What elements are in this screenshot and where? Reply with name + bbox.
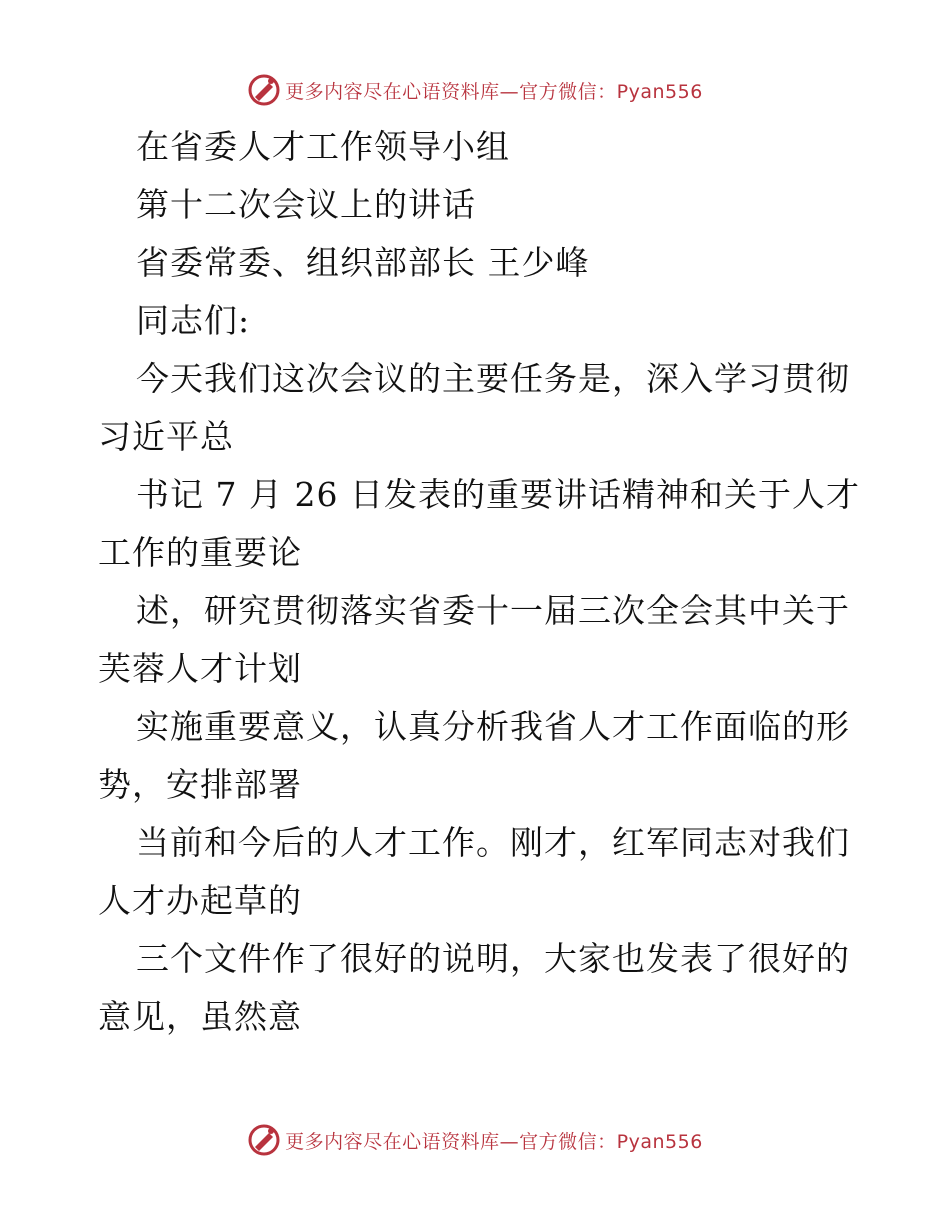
document-line: 芙蓉人才计划 xyxy=(98,649,302,688)
document-line: 在省委人才工作领导小组 xyxy=(136,127,510,166)
document-line: 人才办起草的 xyxy=(98,881,302,920)
document-line: 当前和今后的人才工作。刚才，红军同志对我们 xyxy=(136,823,850,862)
banner-text: 更多内容尽在心语资料库—官方微信：Pyan556 xyxy=(285,80,703,103)
document-line: 实施重要意义，认真分析我省人才工作面临的形 xyxy=(136,707,850,746)
document-line: 同志们: xyxy=(136,301,251,340)
document-line: 述，研究贯彻落实省委十一届三次全会其中关于 xyxy=(136,591,850,630)
pen-nib-logo-icon xyxy=(247,73,281,107)
document-line: 三个文件作了很好的说明，大家也发表了很好的 xyxy=(136,939,850,978)
footer-banner xyxy=(0,1120,950,1160)
document-line: 工作的重要论 xyxy=(98,533,302,572)
pen-nib-logo-icon xyxy=(247,1123,281,1157)
document-line: 省委常委、组织部部长 王少峰 xyxy=(136,243,590,282)
header-banner xyxy=(0,70,950,110)
document-line: 第十二次会议上的讲话 xyxy=(136,185,476,224)
document-line: 习近平总 xyxy=(98,417,234,456)
document-line: 今天我们这次会议的主要任务是，深入学习贯彻 xyxy=(136,359,850,398)
document-line: 势，安排部署 xyxy=(98,765,302,804)
banner-text: 更多内容尽在心语资料库—官方微信：Pyan556 xyxy=(285,1130,703,1153)
document-line: 书记 7 月 26 日发表的重要讲话精神和关于人才 xyxy=(136,475,860,514)
document-body xyxy=(98,118,858,1046)
document-line: 意见，虽然意 xyxy=(98,997,302,1036)
